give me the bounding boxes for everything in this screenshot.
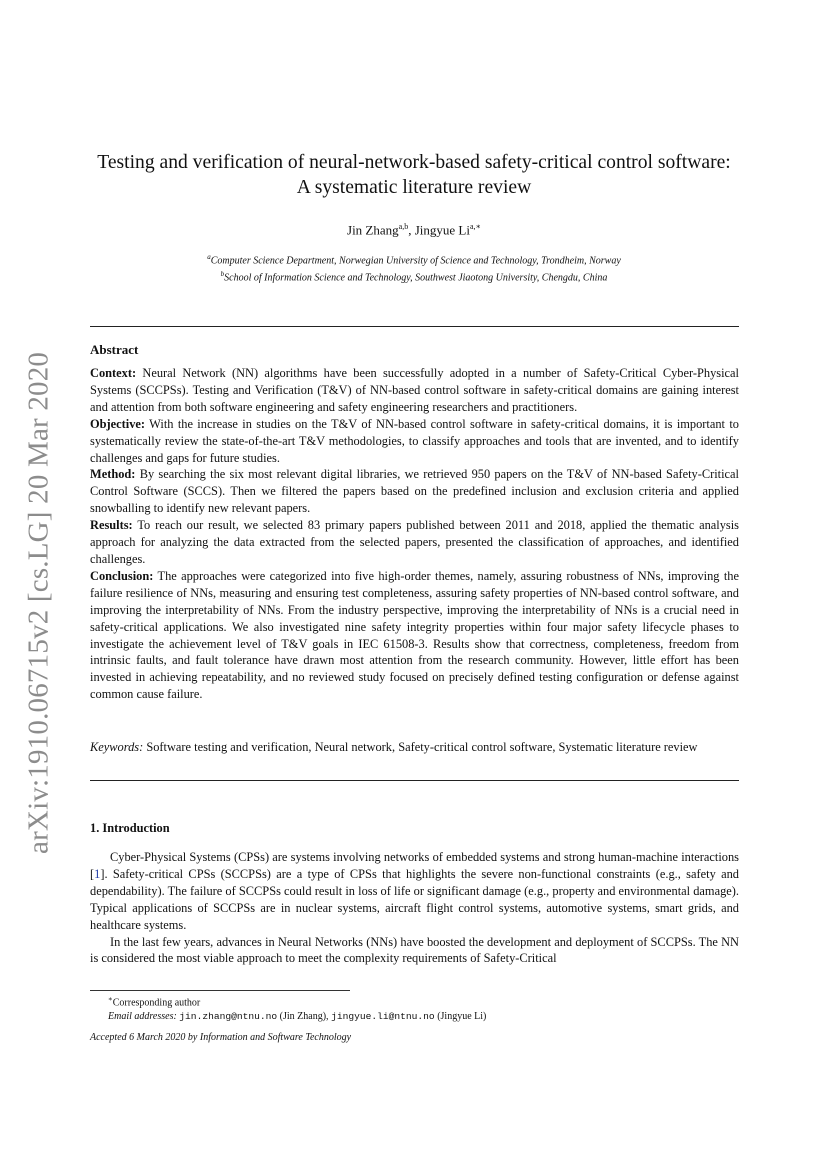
- affiliation: [60, 251, 768, 268]
- author-list: [60, 222, 768, 238]
- title-line-1: Testing and verification of neural-network-based safety-critical control software:: [97, 152, 731, 173]
- abstract-text: The approaches were categorized into five high-order themes, namely, assuring robustness of NNs, improving the failure resilience of NNs, measuring and ensuring test completeness, assuring safety properties of NN-based control software, and improving the interpretability of NNs. From the industry perspective, improving the interpretability of NNs is a crucial need in safety-critical applications. We also investigated nine safety integrity properties within four major safety lifecycle phases to investigate the achievement level of T&V goals in IEC 61508-3. Results show that correctness, completeness, freedom from intrinsic faults, and fault tolerance have drawn most attention from the research community. However, little effort has been invested in achieving repeatability, and no reviewed study focused on precisely defined testing configuration or defense against common cause failure.: [90, 568, 739, 702]
- author-affil-marker: a,b: [398, 222, 409, 231]
- abstract-text: With the increase in studies on the T&V of NN-based control software in safety-critical domains, it is important to systematically review the state-of-the-art T&V methodologies, to classify approaches and tools that are invented, and to identify challenges and gaps for future studies.: [90, 416, 739, 465]
- abstract-paragraph: [90, 365, 739, 416]
- author-name: Jin Zhang: [347, 222, 399, 238]
- abstract-paragraph: [90, 416, 739, 467]
- intro-text: ]. Safety-critical CPSs (SCCPSs) are a type of CPSs that highlights the severe non-functional constraints (e.g., safety and dependability). The failure of SCCPSs could result in loss of life or significant damage (e.g., property and environmental damage). Typical applications of SCCPSs are in nuclear systems, aircraft flight control systems, automotive systems, smart grids, and healthcare systems.: [90, 866, 739, 932]
- footnote: [108, 993, 739, 1023]
- abstract-heading: Abstract: [90, 342, 139, 357]
- affiliation-marker: a: [207, 253, 211, 261]
- abstract-body: [90, 365, 739, 703]
- footnote-divider: [90, 990, 350, 991]
- email-owner: (Jin Zhang),: [277, 1010, 332, 1022]
- intro-text: In the last few years, advances in Neural Networks (NNs) have boosted the development and deployment of SCCPSs. The NN is considered the most viable approach to meet the complexity requirements of Safety-Critical: [90, 934, 739, 966]
- affiliation-text: School of Information Science and Technology, Southwest Jiaotong University, Chengdu, China: [224, 272, 608, 284]
- bottom-divider: [90, 780, 739, 781]
- footnote-mark: ∗: [108, 995, 113, 1003]
- email-link[interactable]: jingyue.li@ntnu.no: [331, 1010, 435, 1022]
- email-link[interactable]: jin.zhang@ntnu.no: [179, 1010, 278, 1022]
- author-separator: ,: [408, 222, 415, 238]
- abstract-text: To reach our result, we selected 83 primary papers published between 2011 and 2018, applied the thematic analysis approach for analyzing the data extracted from the selected papers, presented the classification of approaches, and identified challenges.: [90, 518, 739, 566]
- intro-paragraph: [90, 934, 739, 968]
- abstract-text: By searching the six most relevant digital libraries, we retrieved 950 papers on the T&V of NN-based Safety-Critical Control Software (SCCS). Then we filtered the papers based on the predefined inclusion and exclusion criteria and applied snowballing to identify new relevant papers.: [90, 467, 739, 516]
- footnote-line: [108, 993, 739, 1010]
- affiliation-marker: b: [220, 269, 225, 278]
- abstract-label: Results:: [90, 518, 133, 533]
- paper-title: [60, 150, 768, 200]
- affiliation-text: Computer Science Department, Norwegian University of Science and Technology, Trondheim, Norway: [210, 255, 621, 267]
- abstract-label: Objective:: [90, 416, 146, 431]
- abstract-paragraph: [90, 517, 739, 568]
- intro-paragraph: [90, 849, 739, 934]
- footnote-line: [108, 1010, 739, 1024]
- abstract-paragraph: [90, 466, 739, 517]
- intro-text: Cyber-Physical Systems (CPSs) are systems involving networks of embedded systems and strong human-machine interactions [: [90, 850, 739, 881]
- citation-link[interactable]: 1: [94, 866, 101, 881]
- email-owner: (Jingyue Li): [434, 1010, 487, 1022]
- accepted-note: Accepted 6 March 2020 by Information and Software Technology: [90, 1032, 352, 1043]
- affiliation: [60, 268, 768, 285]
- author-affil-marker: a,∗: [469, 222, 481, 231]
- abstract-text: Neural Network (NN) algorithms have been successfully adopted in a number of Safety-Critical Cyber-Physical Systems (SCCPSs). Testing and Verification (T&V) of NN-based control software in safety-critical domains are gaining interest and attention from both software engineering and safety engineering researchers and practitioners.: [90, 366, 739, 414]
- email-label: Email addresses:: [108, 1010, 177, 1022]
- abstract-label: Method:: [90, 467, 136, 482]
- author-name: Jingyue Li: [414, 222, 470, 238]
- affiliations: [60, 251, 768, 285]
- section-heading-introduction: 1. Introduction: [90, 821, 170, 835]
- arxiv-stamp: arXiv:1910.06715v2 [cs.LG] 20 Mar 2020: [22, 351, 55, 855]
- abstract-label: Conclusion:: [90, 568, 154, 583]
- introduction-body: [90, 849, 739, 967]
- corresponding-author: Corresponding author: [112, 997, 201, 1009]
- keywords: [90, 739, 739, 756]
- abstract-paragraph: [90, 568, 739, 703]
- keywords-label: Keywords:: [90, 740, 144, 754]
- keywords-text: Software testing and verification, Neural network, Safety-critical control software, Systematic literature review: [143, 740, 698, 754]
- abstract-label: Context:: [90, 366, 137, 380]
- title-line-2: A systematic literature review: [296, 177, 532, 198]
- top-divider: [90, 326, 739, 327]
